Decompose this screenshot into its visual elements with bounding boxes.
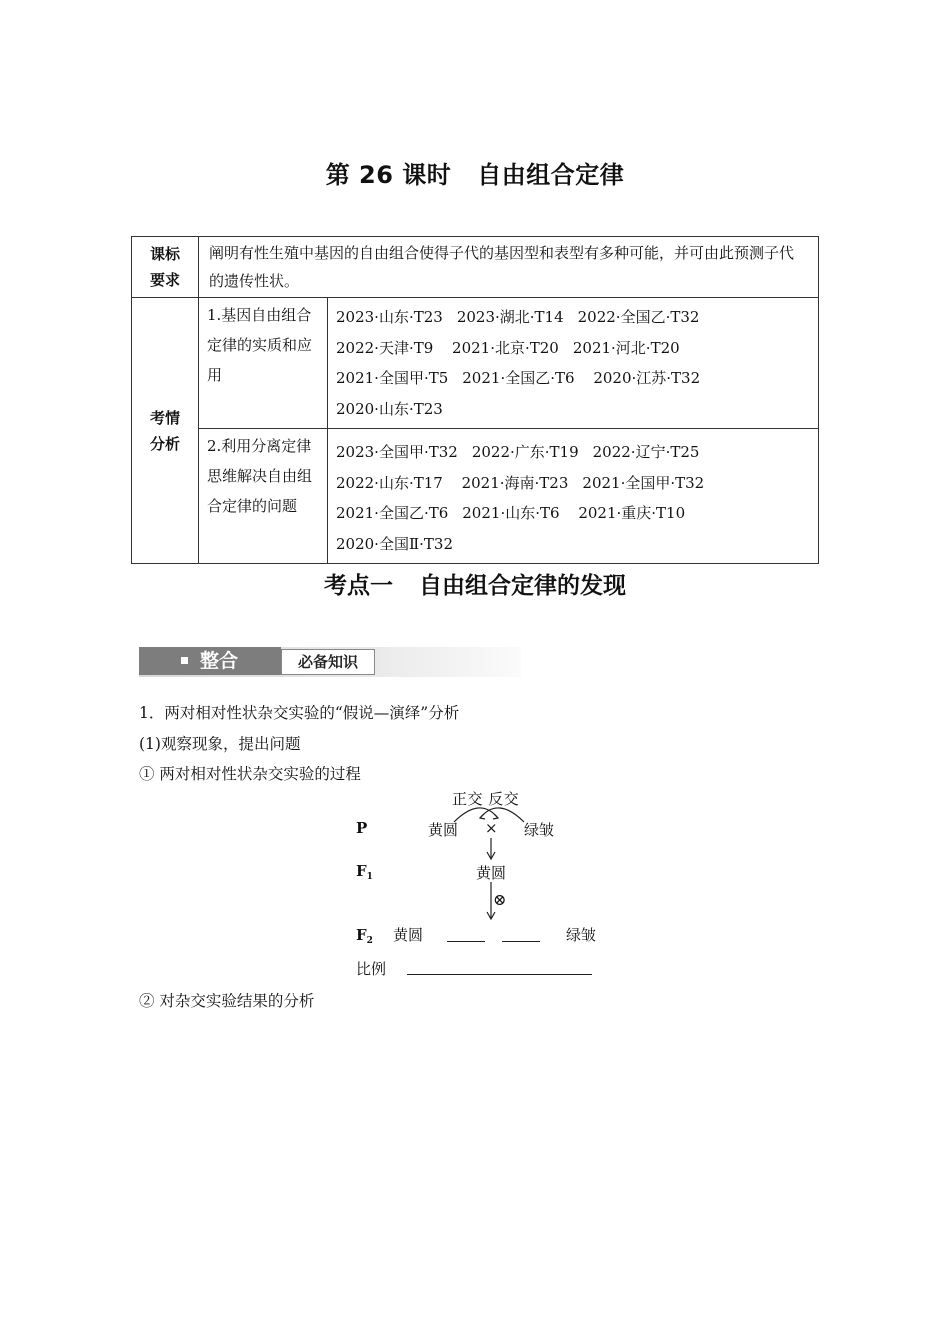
exam-ref: 2021·北京·T20	[452, 338, 559, 357]
blank-ratio	[407, 974, 592, 975]
exam-ref: 2023·全国甲·T32	[336, 443, 458, 461]
exam-ref: 2020·江苏·T32	[593, 369, 701, 387]
exam-ref: 2021·全国甲·T32	[582, 473, 705, 492]
item-heading: 1．两对相对性状杂交实验的“假说—演绎”分析	[139, 704, 460, 722]
exam-ref: 2022·山东·T17	[336, 473, 443, 492]
exam-ref: 2022·广东·T19	[471, 443, 579, 461]
f1-value: 黄圆	[476, 864, 507, 882]
exam-ref: 2022·全国乙·T32	[577, 308, 700, 326]
exam-ref: 2021·全国乙·T6	[336, 504, 449, 522]
analysis-header: 考情 分析	[132, 298, 199, 564]
exam-ref: 2022·天津·T9	[336, 338, 434, 357]
topic-cell-1: 1.基因自由组合定律的实质和应用	[199, 298, 328, 429]
exam-ref: 2021·全国乙·T6	[462, 369, 575, 387]
arrow-down-icon	[484, 838, 498, 862]
banner-essential-knowledge: 必备知识	[281, 649, 375, 675]
analysis-row-1	[132, 298, 819, 429]
exam-ref: 2023·湖北·T14	[456, 308, 564, 326]
exam-ref: 2021·重庆·T10	[578, 504, 686, 522]
f1-label: $F_1$	[356, 862, 373, 882]
curriculum-text: 阐明有性生殖中基因的自由组合使得子代的基因型和表型有多种可能，并可由此预测子代的遗传性状。	[199, 237, 819, 298]
exam-ref: 2020·山东·T23	[336, 399, 443, 418]
blank-phenotype-1	[447, 941, 485, 942]
exam-ref: 2021·全国甲·T5	[336, 369, 449, 387]
f2-right: 绿皱	[566, 926, 597, 944]
f2-left: 黄圆	[393, 926, 424, 944]
exam-ref: 2021·海南·T23	[461, 473, 569, 492]
circle-item-1: ① 两对相对性状杂交实验的过程	[139, 765, 361, 783]
f2-label: $F_2$	[356, 926, 373, 946]
lesson-name: 自由组合定律	[477, 161, 625, 189]
refs-cell-2	[328, 429, 819, 564]
refs-cell-1	[328, 298, 819, 429]
exam-ref: 2021·山东·T6	[462, 504, 560, 522]
blank-phenotype-2	[502, 941, 540, 942]
banner-integrate: 整合	[139, 647, 281, 675]
exam-ref: 2021·河北·T20	[572, 338, 680, 357]
curriculum-row	[132, 237, 819, 298]
self-cross-symbol: ⊗	[493, 890, 507, 909]
exam-ref: 2020·全国Ⅱ·T32	[336, 534, 453, 553]
section-title: 考点一 自由组合定律的发现	[324, 573, 626, 599]
analysis-row-2	[132, 429, 819, 564]
exam-ref: 2023·山东·T23	[336, 308, 443, 326]
p-right: 绿皱	[524, 821, 555, 839]
topic-cell-2: 2.利用分离定律思维解决自由组合定律的问题	[199, 429, 328, 564]
exam-ref: 2022·辽宁·T25	[592, 443, 700, 461]
lesson-number: 第 26 课时	[325, 161, 452, 189]
p-label: P	[356, 819, 368, 837]
requirements-table	[131, 236, 819, 564]
p-left: 黄圆	[428, 821, 459, 839]
circle-item-2: ② 对杂交实验结果的分析	[139, 992, 315, 1010]
cross-labels: 正交 反交	[452, 790, 520, 808]
square-icon	[181, 657, 188, 664]
curriculum-header: 课标 要求	[132, 237, 199, 298]
ratio-label: 比例	[356, 960, 387, 978]
sub-item-heading: (1)观察现象，提出问题	[139, 735, 301, 753]
cross-symbol: ×	[485, 819, 498, 837]
lesson-title	[0, 155, 950, 190]
